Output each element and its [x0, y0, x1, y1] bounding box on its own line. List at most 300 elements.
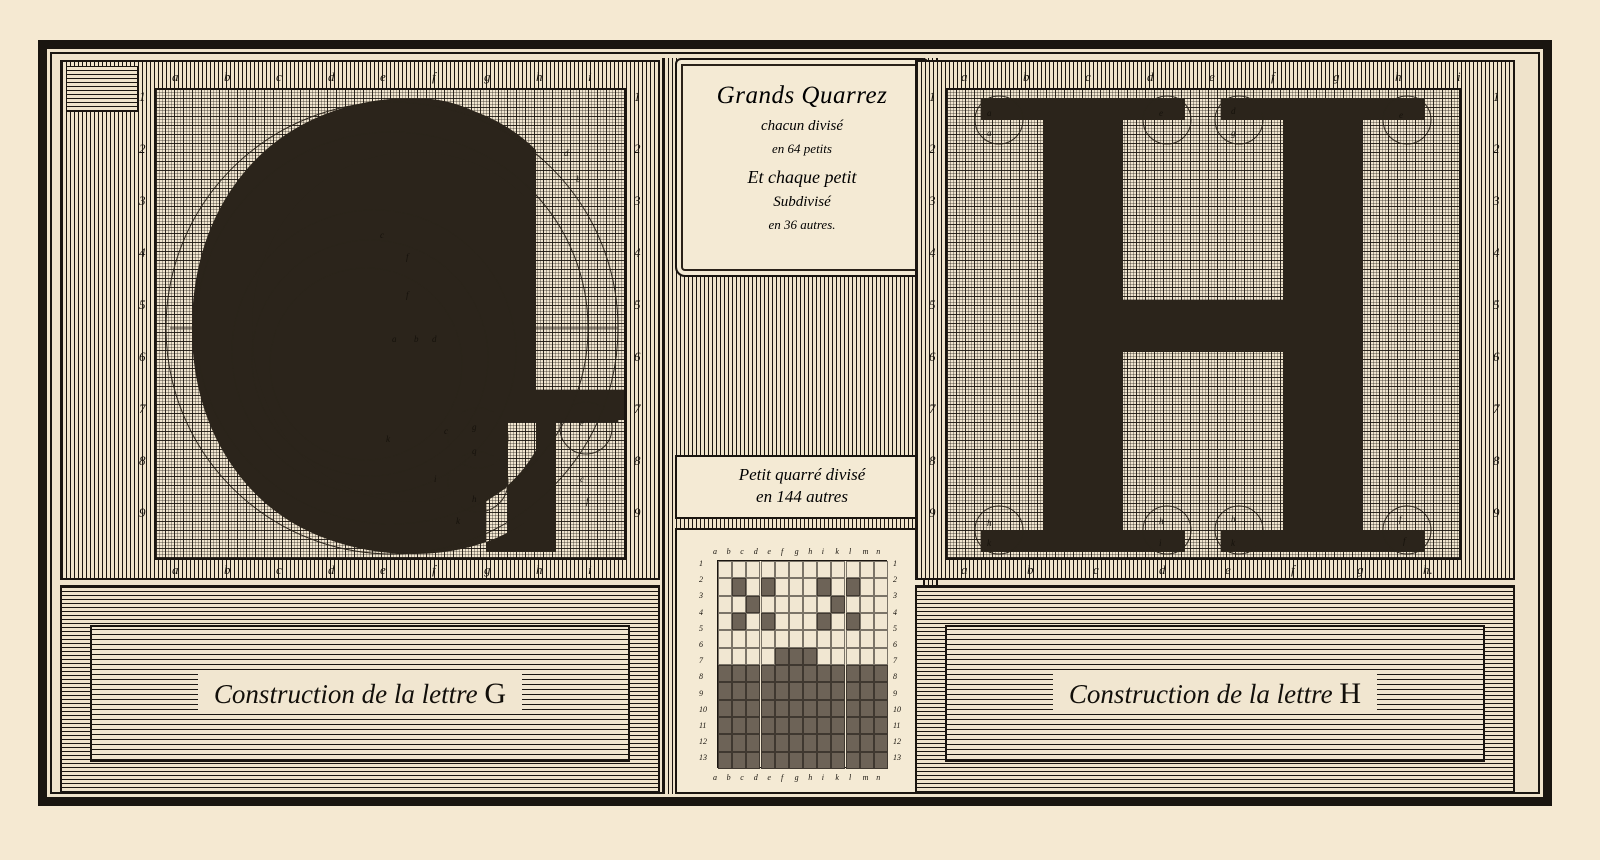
mini-grid-cell	[817, 717, 831, 734]
svg-text:h: h	[987, 518, 992, 528]
cartouche-line-5: Subdivisé	[773, 194, 831, 210]
mini-grid-cell	[831, 717, 845, 734]
mini-row-left-11: 11	[699, 721, 707, 730]
mini-col-top-c: c	[740, 547, 744, 556]
g-bottom-letter-g: g	[484, 562, 491, 577]
mini-grid-cell	[860, 717, 874, 734]
h-bottom-letter-d: d	[1159, 562, 1166, 577]
mini-grid-cell	[817, 648, 831, 665]
mini-row-right-4: 4	[893, 607, 897, 617]
mini-row-right-8: 8	[893, 672, 897, 682]
caption-plinth-g-inner	[90, 625, 630, 762]
mini-grid-cell	[732, 700, 746, 717]
panel-letter-g	[60, 60, 660, 580]
mini-row-right-1: 1	[893, 559, 897, 568]
mini-row-left-9: 9	[699, 688, 703, 698]
mini-grid-cell	[732, 596, 746, 613]
mini-grid-cell	[831, 648, 845, 665]
mini-grid-cell	[732, 734, 746, 751]
svg-text:e: e	[1399, 110, 1403, 120]
g-left-number-2: 2	[139, 141, 146, 156]
g-left-number-6: 6	[139, 349, 146, 364]
svg-text:b: b	[414, 334, 419, 344]
svg-text:f: f	[1403, 536, 1406, 546]
mini-col-top-h: h	[808, 547, 813, 556]
svg-text:k: k	[987, 538, 991, 548]
caption-plinth-h-inner	[945, 625, 1485, 762]
h-right-number-5: 5	[1493, 297, 1500, 312]
g-right-number-1: 1	[634, 89, 641, 104]
svg-text:a: a	[987, 108, 992, 118]
g-right-number-6: 6	[634, 349, 641, 364]
mini-grid-cell	[718, 648, 732, 665]
letter-g-drawing	[156, 90, 624, 558]
mini-grid-cell	[718, 717, 732, 734]
mini-col-top-i: i	[821, 547, 825, 556]
mini-grid-cell	[761, 561, 775, 578]
g-left-number-4: 4	[139, 245, 146, 260]
mini-col-bottom-h: h	[808, 773, 813, 782]
mini-row-left-1: 1	[699, 559, 703, 568]
mini-col-bottom-d: d	[753, 773, 758, 782]
g-top-letter-d: d	[328, 69, 335, 84]
svg-text:q: q	[472, 446, 477, 456]
mini-grid-cell	[846, 648, 860, 665]
mini-grid-cell	[874, 648, 888, 665]
g-left-number-1: 1	[139, 89, 146, 104]
mini-grid-cell	[803, 648, 817, 665]
svg-text:h: h	[1231, 514, 1236, 524]
g-left-number-9: 9	[139, 505, 146, 520]
mini-grid-cell	[874, 734, 888, 751]
mini-grid-panel	[675, 528, 925, 794]
mini-grid-cell	[846, 682, 860, 699]
mini-grid-cell	[846, 630, 860, 647]
mini-grid-cell	[860, 665, 874, 682]
svg-text:g: g	[472, 422, 477, 432]
mini-grid-cell	[803, 752, 817, 769]
g-left-number-8: 8	[139, 453, 146, 468]
mini-col-bottom-e: e	[767, 773, 771, 782]
mini-grid-cell	[831, 752, 845, 769]
mini-col-top-e: e	[767, 547, 771, 556]
mini-grid-cell	[761, 596, 775, 613]
h-left-number-7: 7	[929, 401, 936, 416]
svg-text:f: f	[1399, 514, 1402, 524]
mini-grid-cell	[803, 596, 817, 613]
h-left-number-9: 9	[929, 505, 936, 520]
svg-text:c: c	[380, 230, 384, 240]
mini-grid-cell	[732, 682, 746, 699]
mini-grid-cell	[746, 700, 760, 717]
svg-text:i: i	[1159, 538, 1162, 548]
mini-grid-cell	[846, 752, 860, 769]
mini-row-left-10: 10	[699, 704, 707, 714]
mini-grid-cell	[761, 752, 775, 769]
mini-grid-cell	[775, 665, 789, 682]
mini-grid-cell	[846, 665, 860, 682]
svg-text:f: f	[406, 290, 409, 300]
mini-grid-cell	[775, 752, 789, 769]
g-top-letter-b: b	[224, 69, 231, 84]
mini-grid-cell	[732, 561, 746, 578]
svg-text:i: i	[434, 474, 437, 484]
h-left-number-3: 3	[929, 193, 936, 208]
mini-col-bottom-f: f	[781, 773, 784, 782]
mini-grid	[717, 560, 887, 768]
mini-grid-cell	[860, 613, 874, 630]
mini-grid-cell	[789, 578, 803, 595]
caption-h	[1053, 674, 1377, 714]
svg-text:b: b	[576, 174, 581, 184]
mini-grid-cell	[775, 578, 789, 595]
mini-grid-cell	[817, 734, 831, 751]
g-top-letter-h: h	[536, 69, 543, 84]
g-left-number-3: 3	[139, 193, 146, 208]
mini-grid-cell	[789, 596, 803, 613]
mini-grid-cell	[775, 682, 789, 699]
mini-grid-cell	[860, 700, 874, 717]
mini-grid-cell	[746, 665, 760, 682]
mini-grid-cell	[874, 561, 888, 578]
caption-g-text: Construction de la lettre	[213, 678, 478, 709]
mini-row-right-13: 13	[893, 753, 901, 763]
g-bottom-letter-i: i	[588, 562, 592, 577]
small-square-caption	[675, 455, 929, 519]
h-top-letter-d: d	[1147, 69, 1154, 84]
mini-grid-cell	[817, 700, 831, 717]
mini-grid-cell	[860, 648, 874, 665]
mini-grid-cell	[746, 717, 760, 734]
g-left-number-5: 5	[139, 297, 146, 312]
mini-grid-cell	[860, 630, 874, 647]
mini-grid-cell	[746, 734, 760, 751]
mini-grid-cell	[718, 630, 732, 647]
h-right-number-8: 8	[1493, 453, 1500, 468]
mini-grid-cell	[718, 578, 732, 595]
svg-text:k: k	[386, 434, 390, 444]
svg-text:g: g	[1231, 128, 1236, 138]
mini-col-bottom-i: i	[821, 773, 825, 782]
mini-grid-cell	[732, 630, 746, 647]
h-left-number-5: 5	[929, 297, 936, 312]
svg-text:d: d	[564, 148, 569, 158]
mini-row-left-12: 12	[699, 737, 707, 747]
mini-row-left-8: 8	[699, 672, 703, 682]
g-top-letter-a: a	[172, 69, 179, 84]
grid-field-h	[945, 88, 1461, 560]
caption-plinth-h	[915, 585, 1515, 794]
mini-row-left-13: 13	[699, 753, 707, 763]
g-bottom-letter-f: f	[432, 562, 436, 577]
h-right-number-4: 4	[1493, 245, 1500, 260]
mini-grid-cell	[775, 561, 789, 578]
mini-row-right-3: 3	[893, 591, 897, 601]
mini-col-top-g: g	[794, 547, 799, 556]
g-top-letter-i: i	[588, 69, 592, 84]
mini-grid-cell	[761, 717, 775, 734]
mini-grid-cell	[831, 734, 845, 751]
g-right-number-7: 7	[634, 401, 641, 416]
g-bottom-letter-h: h	[536, 562, 543, 577]
mini-grid-cell	[874, 752, 888, 769]
mini-grid-cell	[860, 596, 874, 613]
mini-grid-cell	[846, 613, 860, 630]
svg-text:d: d	[432, 334, 437, 344]
mini-col-top-a: a	[713, 547, 717, 556]
h-top-letter-h: h	[1395, 69, 1402, 84]
mini-grid-cell	[789, 700, 803, 717]
g-right-number-9: 9	[634, 505, 641, 520]
g-right-number-8: 8	[634, 453, 641, 468]
cartouche-line-2: chacun divisé	[760, 118, 844, 134]
g-top-letter-c: c	[276, 69, 282, 84]
svg-text:h: h	[472, 494, 477, 504]
mini-grid-cell	[860, 578, 874, 595]
mini-grid-cell	[874, 596, 888, 613]
mini-grid-cell	[846, 717, 860, 734]
mini-grid-cell	[803, 561, 817, 578]
mini-col-bottom-g: g	[794, 773, 799, 782]
g-top-letter-f: f	[432, 69, 436, 84]
mini-grid-cell	[746, 752, 760, 769]
h-top-letter-i: i	[1457, 69, 1461, 84]
h-bottom-letter-g: g	[1357, 562, 1364, 577]
h-top-letter-e: e	[1209, 69, 1215, 84]
mini-grid-cell	[874, 700, 888, 717]
mini-col-top-f: f	[781, 547, 784, 556]
mini-grid-cell	[789, 630, 803, 647]
mini-col-bottom-c: c	[740, 773, 744, 782]
mini-grid-cell	[817, 578, 831, 595]
mini-col-top-l: l	[849, 547, 852, 556]
svg-text:h: h	[1159, 516, 1164, 526]
mini-grid-cell	[775, 734, 789, 751]
mini-grid-cell	[732, 578, 746, 595]
mini-grid-cell	[761, 682, 775, 699]
mini-grid-cell	[732, 613, 746, 630]
g-bottom-letter-c: c	[276, 562, 282, 577]
mini-grid-cell	[874, 578, 888, 595]
mini-grid-cell	[846, 578, 860, 595]
mini-grid-cell	[874, 717, 888, 734]
svg-text:k: k	[1231, 538, 1235, 548]
g-bottom-letter-a: a	[172, 562, 179, 577]
g-bottom-letter-b: b	[224, 562, 231, 577]
mini-grid-cell	[718, 752, 732, 769]
mini-grid-cell	[761, 630, 775, 647]
mini-grid-cell	[761, 665, 775, 682]
mini-row-right-9: 9	[893, 688, 897, 698]
svg-text:a: a	[392, 334, 397, 344]
h-left-number-6: 6	[929, 349, 936, 364]
caption-g	[198, 674, 522, 714]
mini-grid-cell	[860, 682, 874, 699]
mini-grid-cell	[789, 665, 803, 682]
mini-grid-cell	[860, 734, 874, 751]
mini-grid-cell	[718, 561, 732, 578]
mini-grid-cell	[831, 613, 845, 630]
mini-row-left-5: 5	[699, 623, 703, 633]
mini-grid-cell	[803, 682, 817, 699]
mini-grid-cell	[775, 630, 789, 647]
mini-col-top-b: b	[726, 547, 731, 556]
h-top-letter-b: b	[1023, 69, 1030, 84]
mini-grid-cell	[746, 596, 760, 613]
mini-grid-cell	[831, 578, 845, 595]
mini-grid-cell	[746, 682, 760, 699]
mini-grid-cell	[761, 734, 775, 751]
svg-text:k: k	[456, 516, 460, 526]
mini-grid-cell	[817, 665, 831, 682]
svg-text:e: e	[580, 418, 584, 428]
small-caption-line-2: en 144 autres	[756, 487, 848, 506]
g-right-number-2: 2	[634, 141, 641, 156]
mini-grid-cell	[874, 630, 888, 647]
g-top-letter-g: g	[484, 69, 491, 84]
mini-grid-cell	[732, 752, 746, 769]
mini-grid-cell	[817, 561, 831, 578]
mini-grid-cell	[775, 648, 789, 665]
h-top-letter-c: c	[1085, 69, 1091, 84]
mini-grid-cell	[732, 717, 746, 734]
mini-row-right-12: 12	[893, 737, 901, 747]
small-caption-line-1: Petit quarré divisé	[738, 465, 866, 484]
svg-text:c: c	[580, 474, 584, 484]
mini-grid-cell	[846, 596, 860, 613]
mini-grid-cell	[789, 734, 803, 751]
cartouche-line-6: en 36 autres.	[768, 217, 836, 232]
mini-grid-cell	[746, 578, 760, 595]
mini-grid-cell	[803, 734, 817, 751]
h-left-number-2: 2	[929, 141, 936, 156]
letter-h-drawing	[947, 90, 1459, 558]
g-bottom-letter-d: d	[328, 562, 335, 577]
panel-letter-h	[915, 60, 1515, 580]
mini-grid-cell	[846, 734, 860, 751]
mini-col-top-k: k	[835, 547, 839, 556]
mini-grid-cell	[831, 630, 845, 647]
mini-row-left-6: 6	[699, 640, 703, 649]
mini-row-right-11: 11	[893, 721, 901, 730]
mini-col-bottom-a: a	[713, 773, 717, 782]
h-right-number-9: 9	[1493, 505, 1500, 520]
h-right-number-1: 1	[1493, 89, 1500, 104]
svg-text:f: f	[406, 252, 409, 262]
svg-text:f: f	[586, 496, 589, 506]
mini-grid-cell	[789, 717, 803, 734]
mini-grid-cell	[846, 700, 860, 717]
mini-col-bottom-b: b	[726, 773, 731, 782]
mini-grid-cell	[718, 665, 732, 682]
cartouche-line-1: Grands Quarrez	[716, 82, 888, 109]
mini-grid-cell	[803, 700, 817, 717]
mini-grid-cell	[803, 717, 817, 734]
caption-plinth-g	[60, 585, 660, 794]
mini-row-left-3: 3	[699, 591, 703, 601]
mini-grid-cell	[831, 700, 845, 717]
mini-grid-cell	[831, 561, 845, 578]
g-bottom-letter-e: e	[380, 562, 386, 577]
mini-grid-cell	[831, 596, 845, 613]
mini-row-right-2: 2	[893, 575, 897, 585]
h-right-number-2: 2	[1493, 141, 1500, 156]
cartouche-line-3: en 64 petits	[772, 141, 832, 156]
mini-grid-cell	[874, 665, 888, 682]
mini-row-right-7: 7	[893, 656, 897, 666]
mini-col-top-d: d	[753, 547, 758, 556]
h-bottom-letter-f: f	[1291, 562, 1295, 577]
mini-col-top-m: m	[862, 547, 869, 556]
h-bottom-letter-e: e	[1225, 562, 1231, 577]
grid-field-g	[154, 88, 626, 560]
mini-grid-cell	[775, 717, 789, 734]
mini-grid-cell	[718, 596, 732, 613]
mini-row-right-10: 10	[893, 704, 901, 714]
h-bottom-letter-b: b	[1027, 562, 1034, 577]
mini-grid-cell	[746, 561, 760, 578]
mini-col-bottom-n: n	[876, 773, 881, 782]
mini-grid-cell	[775, 700, 789, 717]
mini-grid-cell	[718, 682, 732, 699]
mini-grid-cell	[746, 613, 760, 630]
h-bottom-letter-h.: h.	[1423, 562, 1433, 577]
mini-grid-cell	[817, 613, 831, 630]
mini-grid-cell	[718, 700, 732, 717]
mini-col-bottom-l: l	[849, 773, 852, 782]
caption-h-text: Construction de la lettre	[1068, 678, 1333, 709]
mini-grid-cell	[775, 596, 789, 613]
mini-grid-cell	[732, 648, 746, 665]
svg-text:d: d	[1231, 106, 1236, 116]
mini-grid-cell	[817, 752, 831, 769]
mini-row-right-6: 6	[893, 640, 897, 649]
h-top-letter-g: g	[1333, 69, 1340, 84]
mini-grid-cell	[789, 752, 803, 769]
mini-grid-cell	[732, 665, 746, 682]
g-right-number-5: 5	[634, 297, 641, 312]
caption-g-letter: G	[484, 676, 507, 710]
mini-grid-cell	[761, 578, 775, 595]
mini-col-top-n: n	[876, 547, 881, 556]
mini-grid-cell	[817, 682, 831, 699]
mini-grid-cell	[874, 682, 888, 699]
h-bottom-letter-c: c	[1093, 562, 1099, 577]
g-right-number-3: 3	[634, 193, 641, 208]
svg-text:a: a	[987, 128, 992, 138]
h-top-letter-a: a	[961, 69, 968, 84]
mini-grid-cell	[789, 682, 803, 699]
mini-grid-cell	[761, 700, 775, 717]
title-cartouche	[675, 58, 929, 277]
cartouche-line-4: Et chaque petit	[747, 167, 857, 187]
mini-grid-cell	[874, 613, 888, 630]
mini-grid-cell	[803, 630, 817, 647]
mini-grid-cell	[860, 752, 874, 769]
mini-grid-cell	[817, 596, 831, 613]
h-top-letter-f: f	[1271, 69, 1275, 84]
mini-col-bottom-k: k	[835, 773, 839, 782]
h-left-number-4: 4	[929, 245, 936, 260]
h-right-number-6: 6	[1493, 349, 1500, 364]
mini-grid-cell	[775, 613, 789, 630]
mini-row-left-7: 7	[699, 656, 703, 666]
mini-grid-cell	[817, 630, 831, 647]
mini-grid-cell	[718, 734, 732, 751]
h-bottom-letter-a: a	[961, 562, 968, 577]
caption-h-letter: H	[1339, 676, 1362, 710]
mini-row-left-4: 4	[699, 607, 703, 617]
